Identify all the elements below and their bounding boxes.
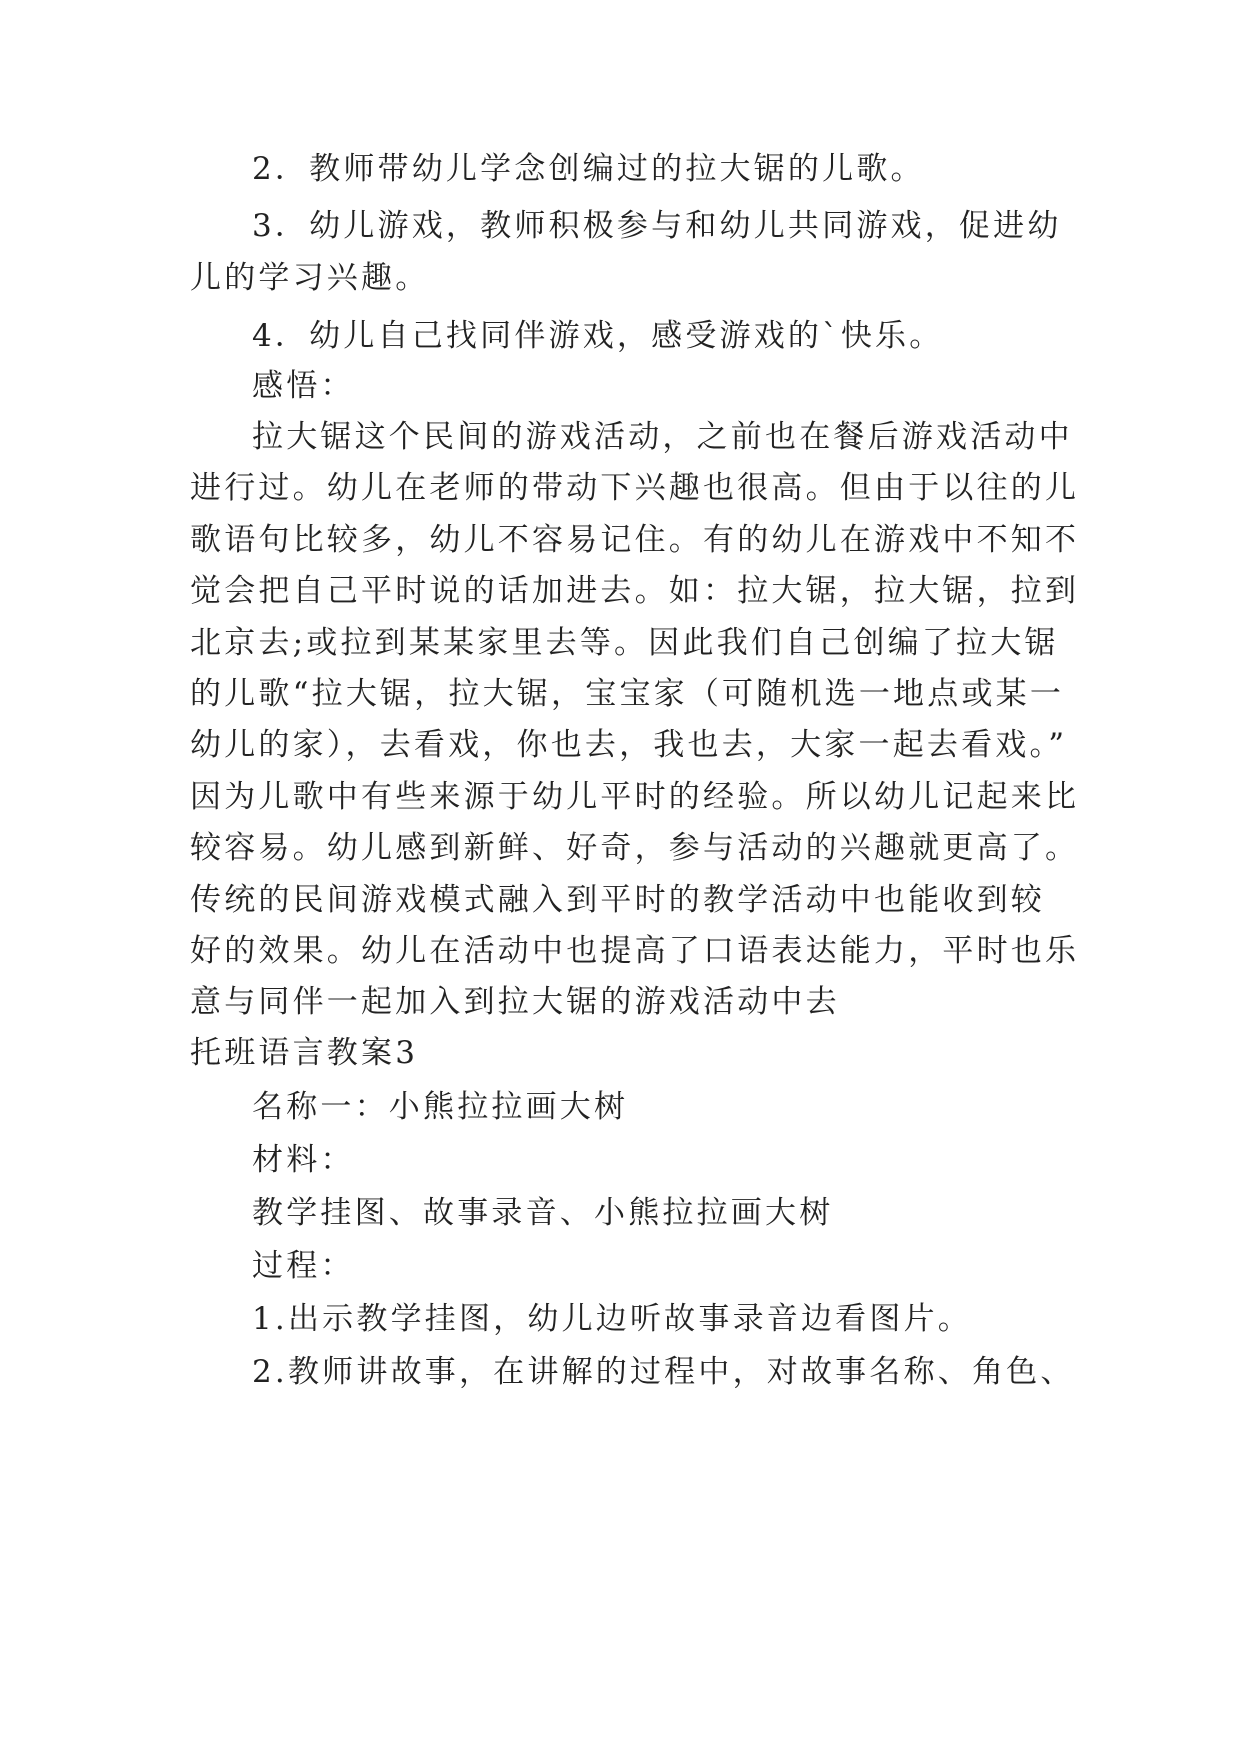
reflection-line: 歌语句比较多，幼儿不容易记住。有的幼儿在游戏中不知不: [190, 522, 1080, 558]
reflection-line: 好的效果。幼儿在活动中也提高了口语表达能力，平时也乐: [190, 933, 1080, 969]
reflection-line: 北京去;或拉到某某家里去等。因此我们自己创编了拉大锯: [190, 625, 1059, 661]
reflection-line: 意与同伴一起加入到拉大锯的游戏活动中去: [190, 984, 840, 1020]
reflection-line: 觉会把自己平时说的话加进去。如：拉大锯，拉大锯，拉到: [190, 573, 1080, 609]
reflection-line: 幼儿的家），去看戏，你也去，我也去，大家一起去看戏。”: [190, 727, 1068, 763]
reflection-line: 较容易。幼儿感到新鲜、好奇，参与活动的兴趣就更高了。: [190, 830, 1080, 866]
process-step-2: 2.教师讲故事，在讲解的过程中，对故事名称、角色、: [252, 1354, 1075, 1390]
reflection-line: 拉大锯这个民间的游戏活动，之前也在餐后游戏活动中: [252, 419, 1073, 455]
paragraph-step-4: 4．幼儿自己找同伴游戏，感受游戏的`快乐。: [252, 318, 944, 354]
reflection-line: 传统的民间游戏模式融入到平时的教学活动中也能收到较: [190, 882, 1045, 918]
paragraph-step-2: 2．教师带幼儿学念创编过的拉大锯的儿歌。: [252, 151, 925, 187]
materials-list: 教学挂图、故事录音、小熊拉拉画大树: [252, 1195, 834, 1231]
process-heading: 过程：: [252, 1248, 355, 1284]
section-heading-reflection: 感悟：: [252, 368, 355, 404]
process-step-1: 1.出示教学挂图，幼儿边听故事录音边看图片。: [252, 1301, 972, 1337]
paragraph-step-3-cont: 儿的学习兴趣。: [190, 260, 430, 296]
paragraph-step-3: 3．幼儿游戏，教师积极参与和幼儿共同游戏，促进幼: [252, 208, 1062, 244]
reflection-line: 进行过。幼儿在老师的带动下兴趣也很高。但由于以往的儿: [190, 470, 1080, 506]
reflection-line: 的儿歌“拉大锯，拉大锯，宝宝家（可随机选一地点或某一: [190, 676, 1065, 712]
lesson-name: 名称一：小熊拉拉画大树: [252, 1089, 629, 1125]
section-title: 托班语言教案3: [190, 1035, 419, 1071]
reflection-line: 因为儿歌中有些来源于幼儿平时的经验。所以幼儿记起来比: [190, 779, 1080, 815]
materials-heading: 材料：: [252, 1142, 355, 1178]
